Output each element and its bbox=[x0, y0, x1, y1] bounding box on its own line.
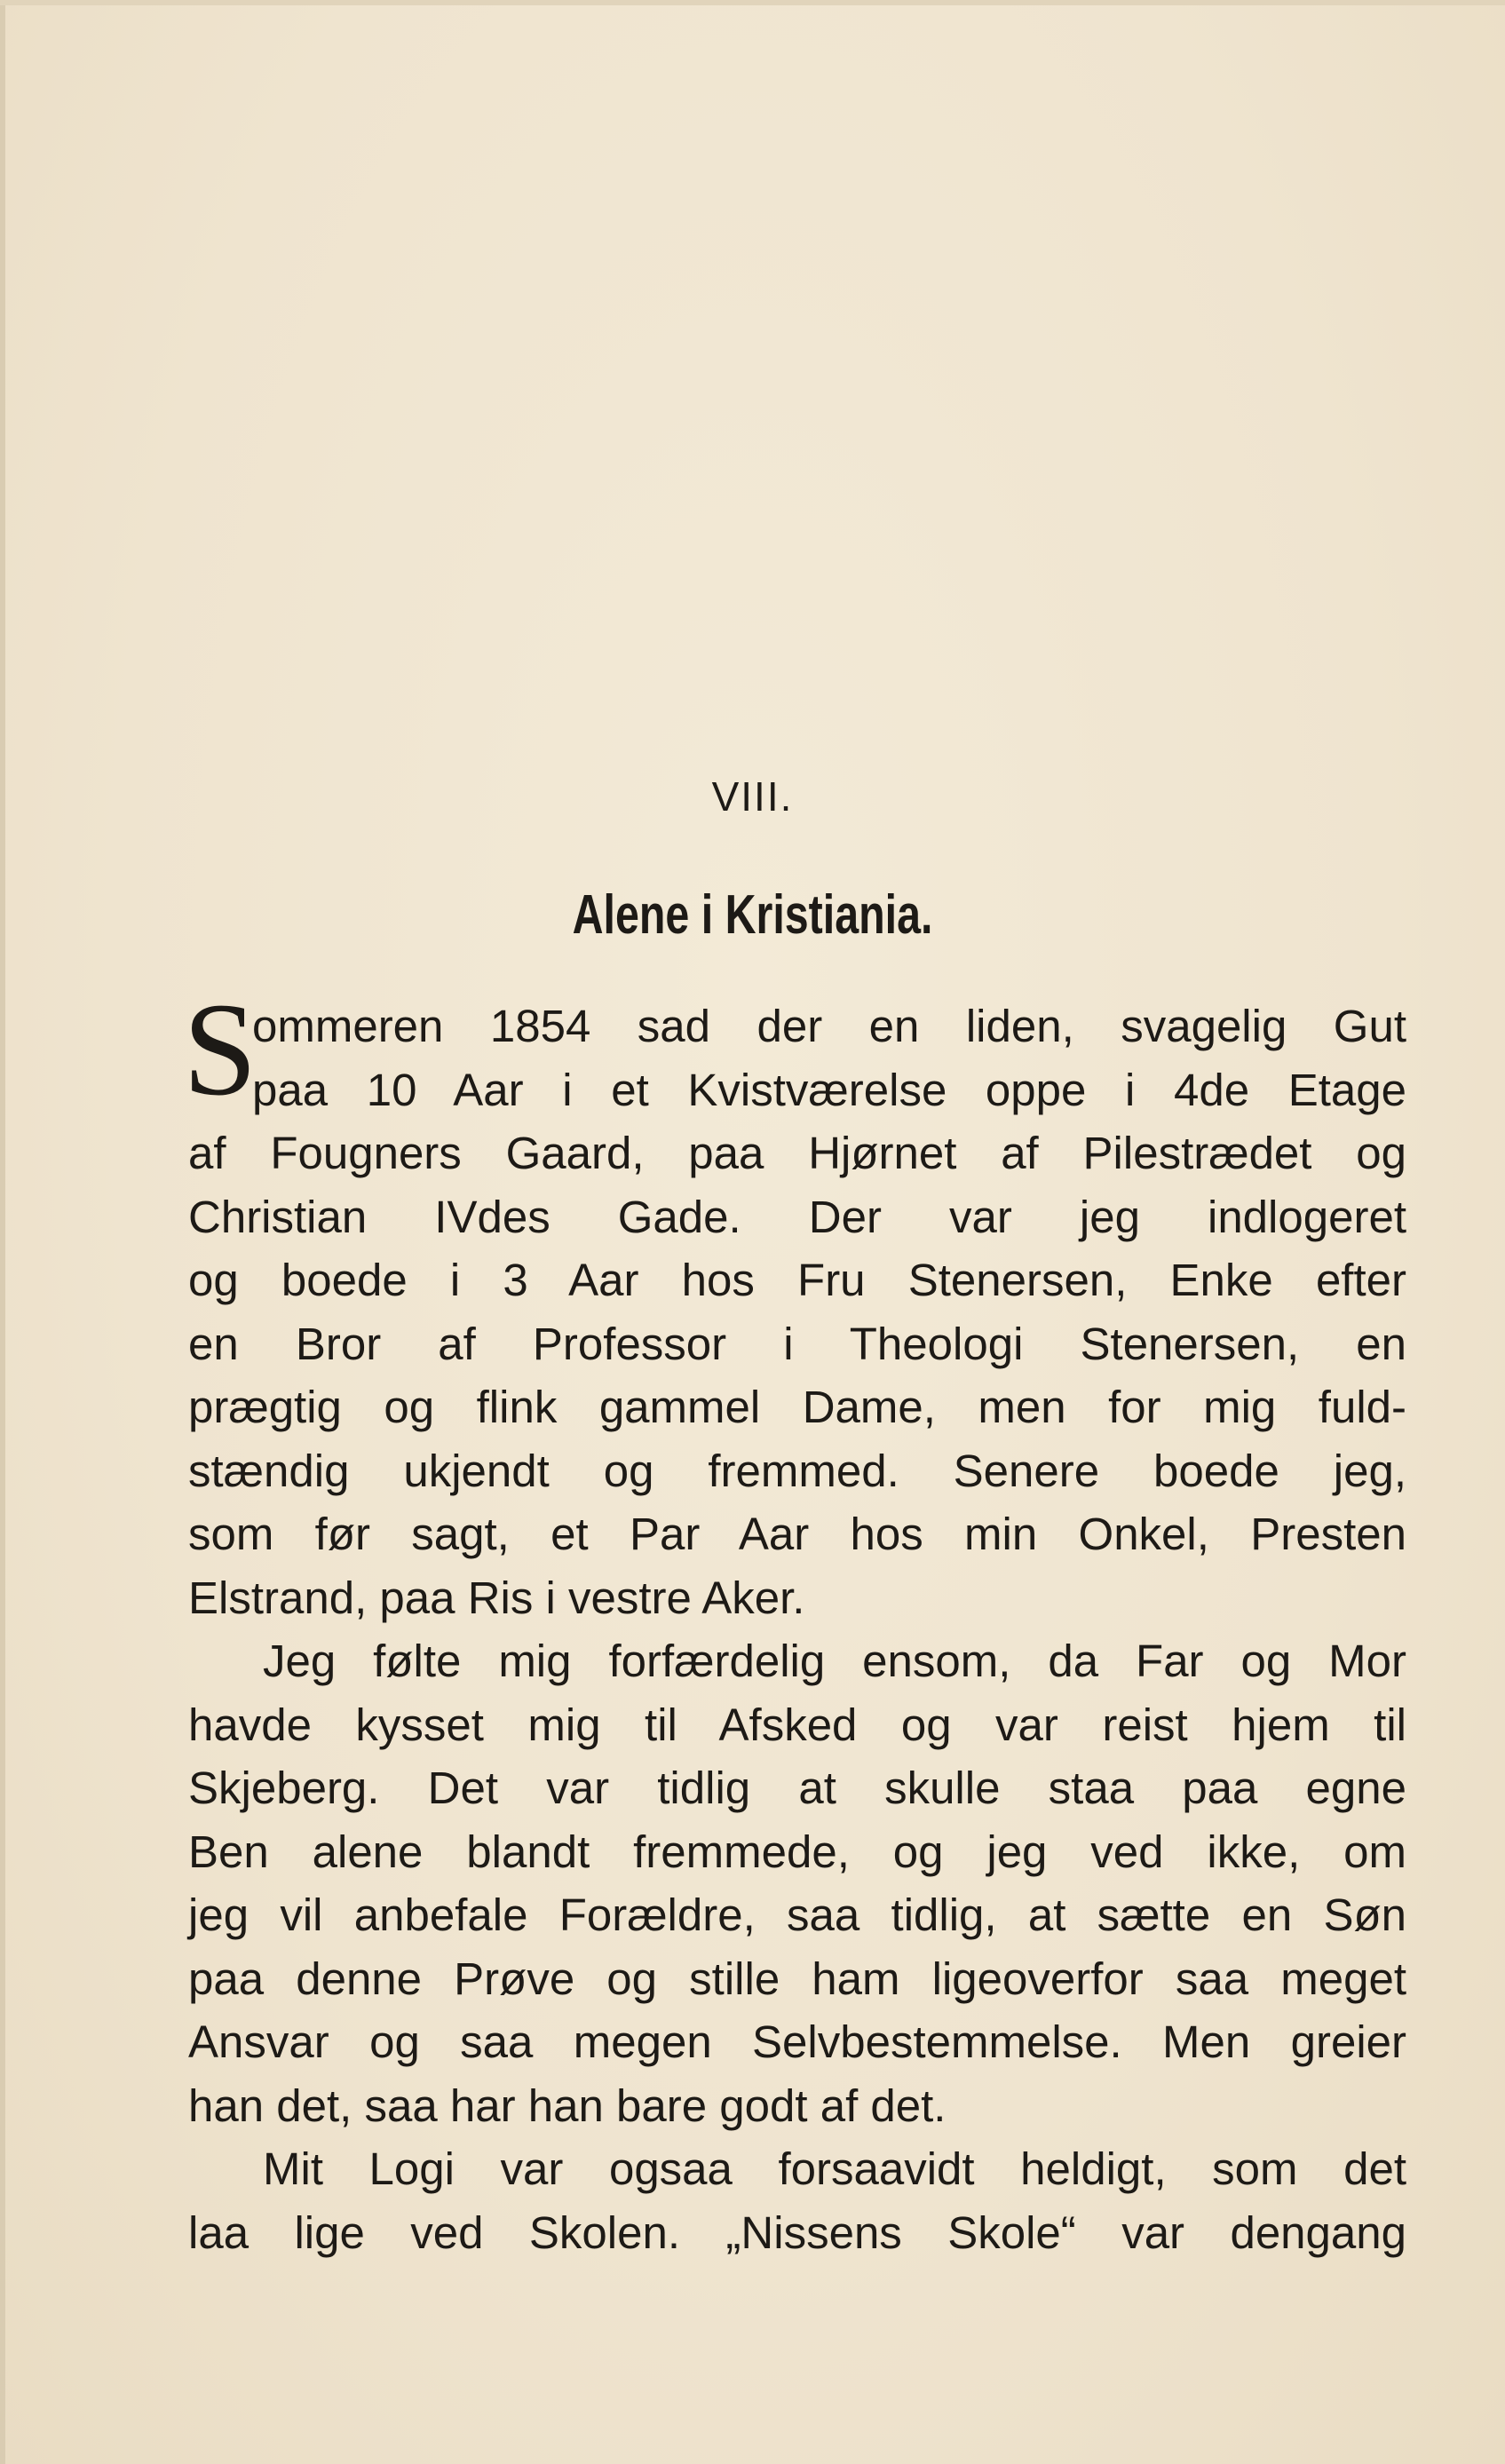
body-text bbox=[183, 976, 1406, 2264]
text-line: af Fougners Gaard, paa Hjørnet af Pilestrædet og bbox=[188, 1128, 1406, 1178]
text-line: jeg vil anbefale Forældre, saa tidlig, at sætte en Søn bbox=[188, 1890, 1406, 1940]
text-line: og boede i 3 Aar hos Fru Stenersen, Enke efter bbox=[188, 1255, 1406, 1305]
drop-cap: S bbox=[183, 976, 257, 1123]
page-edge-left bbox=[0, 0, 5, 2464]
paragraph-3 bbox=[188, 2137, 1406, 2264]
text-line: Skjeberg. Det var tidlig at skulle staa paa egne bbox=[188, 1763, 1406, 1813]
text-line: han det, saa har han bare godt af det. bbox=[188, 2080, 947, 2131]
text-line: Jeg følte mig forfærdelig ensom, da Far og Mor bbox=[263, 1636, 1406, 1686]
page-edge-top bbox=[0, 0, 1505, 5]
text-line: prægtig og flink gammel Dame, men for mig fuld- bbox=[188, 1382, 1406, 1432]
text-line: laa lige ved Skolen. „Nissens Skole“ var dengang bbox=[188, 2207, 1406, 2258]
text-line: Elstrand, paa Ris i vestre Aker. bbox=[188, 1572, 805, 1623]
text-line: Ben alene blandt fremmede, og jeg ved ikke, om bbox=[188, 1826, 1406, 1877]
text-line: ommeren 1854 sad der en liden, svagelig Gut bbox=[252, 1001, 1406, 1051]
text-line: stændig ukjendt og fremmed. Senere boede jeg, bbox=[188, 1445, 1406, 1496]
text-line: som før sagt, et Par Aar hos min Onkel, Presten bbox=[188, 1509, 1406, 1559]
text-line: paa 10 Aar i et Kvistværelse oppe i 4de Etage bbox=[252, 1064, 1406, 1115]
chapter-number: VIII. bbox=[711, 773, 794, 820]
chapter-title: Alene i Kristiania. bbox=[572, 884, 933, 946]
text-line: Christian IVdes Gade. Der var jeg indlogeret bbox=[188, 1191, 1406, 1242]
text-line: havde kysset mig til Afsked og var reist hjem til bbox=[188, 1699, 1406, 1750]
paragraph-2 bbox=[188, 1629, 1406, 2137]
text-line: paa denne Prøve og stille ham ligeoverfor saa meget bbox=[188, 1953, 1406, 2004]
text-line: Mit Logi var ogsaa forsaavidt heldigt, som det bbox=[263, 2143, 1406, 2194]
text-line: en Bror af Professor i Theologi Stenersen, en bbox=[188, 1318, 1406, 1369]
paragraph-1 bbox=[183, 976, 1406, 1629]
text-line: Ansvar og saa megen Selvbestemmelse. Men greier bbox=[188, 2016, 1406, 2067]
